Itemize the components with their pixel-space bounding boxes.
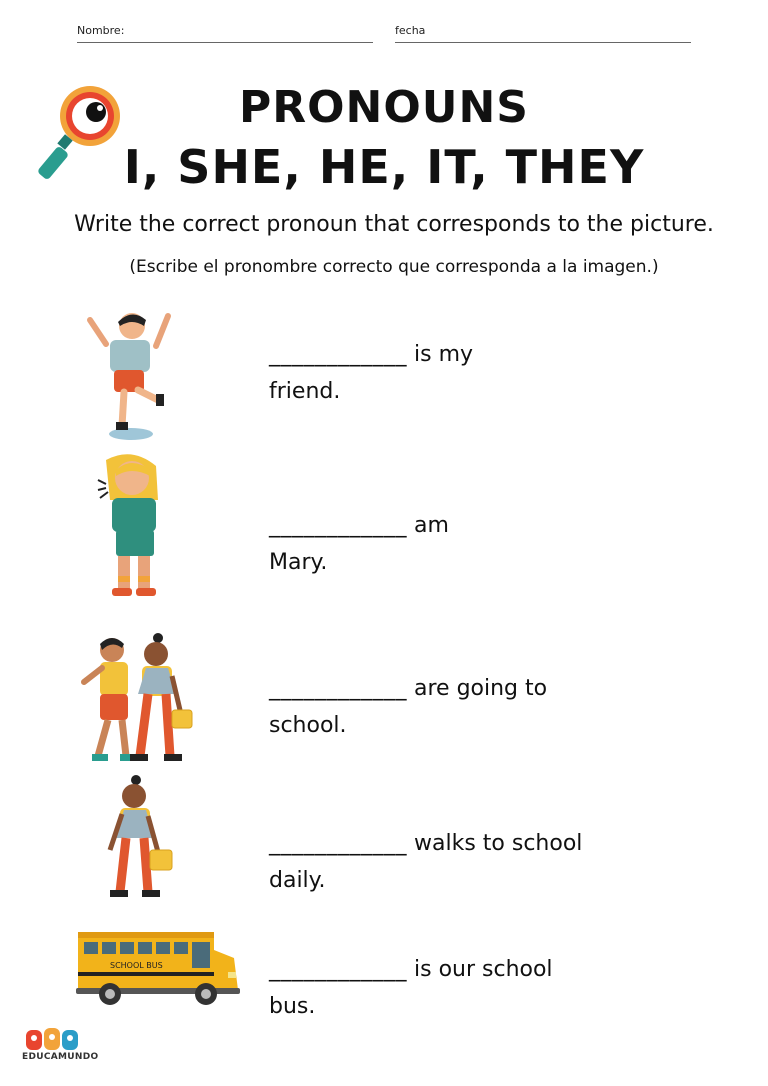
exercise-4 <box>269 825 669 899</box>
exercise-1-text1: is my <box>414 342 474 367</box>
exercise-5-text1: is our school <box>414 957 553 982</box>
exercise-5 <box>269 951 669 1025</box>
laughing-girl-illustration <box>76 452 176 598</box>
jumping-boy-illustration <box>76 308 176 444</box>
girl-walking-illustration <box>76 772 176 902</box>
exercise-2-text1: am <box>414 513 449 538</box>
exercise-5-text2: bus. <box>269 994 316 1019</box>
exercise-4-text1: walks to school <box>414 831 583 856</box>
exercise-5-blank[interactable]: ____________ <box>269 957 407 982</box>
exercise-2-text2: Mary. <box>269 550 328 575</box>
exercise-3-blank[interactable]: ____________ <box>269 676 407 701</box>
exercise-2-blank[interactable]: ____________ <box>269 513 407 538</box>
instruction-english: Write the correct pronoun that corresponds to the picture. <box>74 212 714 237</box>
exercise-4-text2: daily. <box>269 868 326 893</box>
exercise-3-text2: school. <box>269 713 347 738</box>
exercise-1 <box>269 336 669 410</box>
date-field[interactable] <box>395 24 425 37</box>
exercise-2 <box>269 507 669 581</box>
instruction-spanish: (Escribe el pronombre correcto que corresponda a la imagen.) <box>129 257 659 277</box>
title-line2: I, SHE, HE, IT, THEY <box>123 140 645 194</box>
date-label: fecha <box>395 24 426 37</box>
date-line <box>395 42 691 43</box>
exercise-3-text1: are going to <box>414 676 548 701</box>
two-kids-walking-illustration <box>76 632 198 766</box>
name-label: Nombre: <box>77 24 125 37</box>
exercise-4-blank[interactable]: ____________ <box>269 831 407 856</box>
bus-label: SCHOOL BUS <box>110 961 163 970</box>
name-line <box>77 42 373 43</box>
exercise-3 <box>269 670 669 744</box>
name-field[interactable] <box>77 24 124 37</box>
title-line1: PRONOUNS <box>238 82 529 133</box>
school-bus-illustration <box>76 928 242 1010</box>
exercise-1-text2: friend. <box>269 379 341 404</box>
brand-name: EDUCAMUNDO <box>22 1052 99 1062</box>
exercise-1-blank[interactable]: ____________ <box>269 342 407 367</box>
